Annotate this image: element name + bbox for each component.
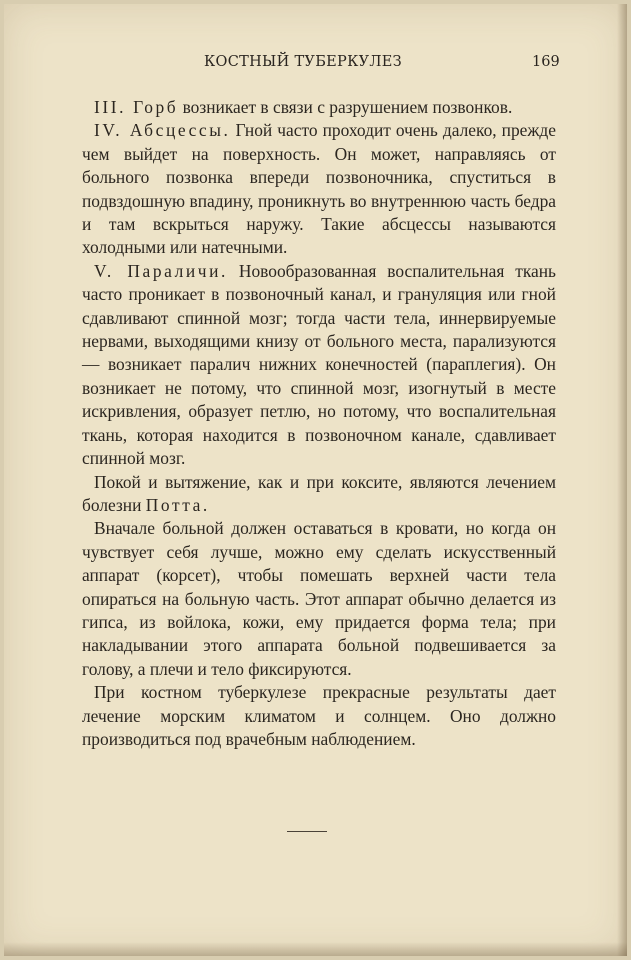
paragraph-text: При костном туберкулезе прекрасные результаты дает лечение морским климатом и солнцем. Оно должно производиться под врачебным наблюдением. [82, 682, 556, 749]
section-end-rule [287, 831, 327, 832]
page-bottom-shadow [4, 942, 627, 956]
paragraph-lead: IV. Абсцессы. [94, 120, 231, 141]
paragraph-text: Гной часто проходит очень далеко, прежде чем выйдет на поверхность. Он может, направляясь от больного позвонка впереди позвоночника, спуститься в подвздошную впадину, проникнуть во внутреннюю часть бедра и там вскрыться наружу. Такие абсцессы называются холодными или натечными. [82, 120, 556, 258]
paragraph-lead: III. Горб [94, 97, 179, 117]
running-title: КОСТНЫЙ ТУБЕРКУЛЕЗ [204, 54, 403, 70]
paragraph-lead: V. Параличи. [94, 260, 228, 281]
paragraph-paralysis [82, 260, 556, 471]
paragraph-hump [82, 96, 556, 119]
paragraph-climate [82, 681, 556, 751]
running-head [4, 54, 627, 78]
paragraph-text: Новообразованная воспалительная ткань часто проникает в позвоночный канал, и грануляция или гной сдавливают спинной мозг; тогда части тела, иннервируемые нервами, выходящими книзу от больного места, парализуются — возникает паралич нижних конечностей (параплегия). Он возникает не потому, что спинной мозг, изогнутый в месте искривления, образует петлю, но потому, что воспалительная ткань, которая находится в позвоночном канале, сдавливает спинной мозг. [82, 260, 556, 469]
paragraph-text: возникает в связи с разрушением позвонков. [178, 97, 513, 117]
paragraph-text: Покой и вытяжение, как и при коксите, являются лечением болезни [82, 471, 556, 515]
paragraph-spaced-term: Потта. [145, 494, 210, 515]
paragraph-rest-traction [82, 471, 556, 518]
page-edge-shadow [617, 4, 627, 956]
body-text [82, 96, 556, 751]
page-number: 169 [532, 54, 560, 70]
paragraph-corset [82, 517, 556, 681]
paragraph-text: Вначале больной должен оставаться в кровати, но когда он чувствует себя лучше, можно ему сделать искусственный аппарат (корсет), чтобы помешать верхней части тела опираться на больную часть. Этот аппарат обычно делается из гипса, из войлока, кожи, ему придается форма тела; при накладывании этого аппарата больной подвешивается за голову, а плечи и тело фиксируются. [82, 518, 556, 679]
book-page [4, 4, 627, 956]
paragraph-abscesses [82, 119, 556, 259]
